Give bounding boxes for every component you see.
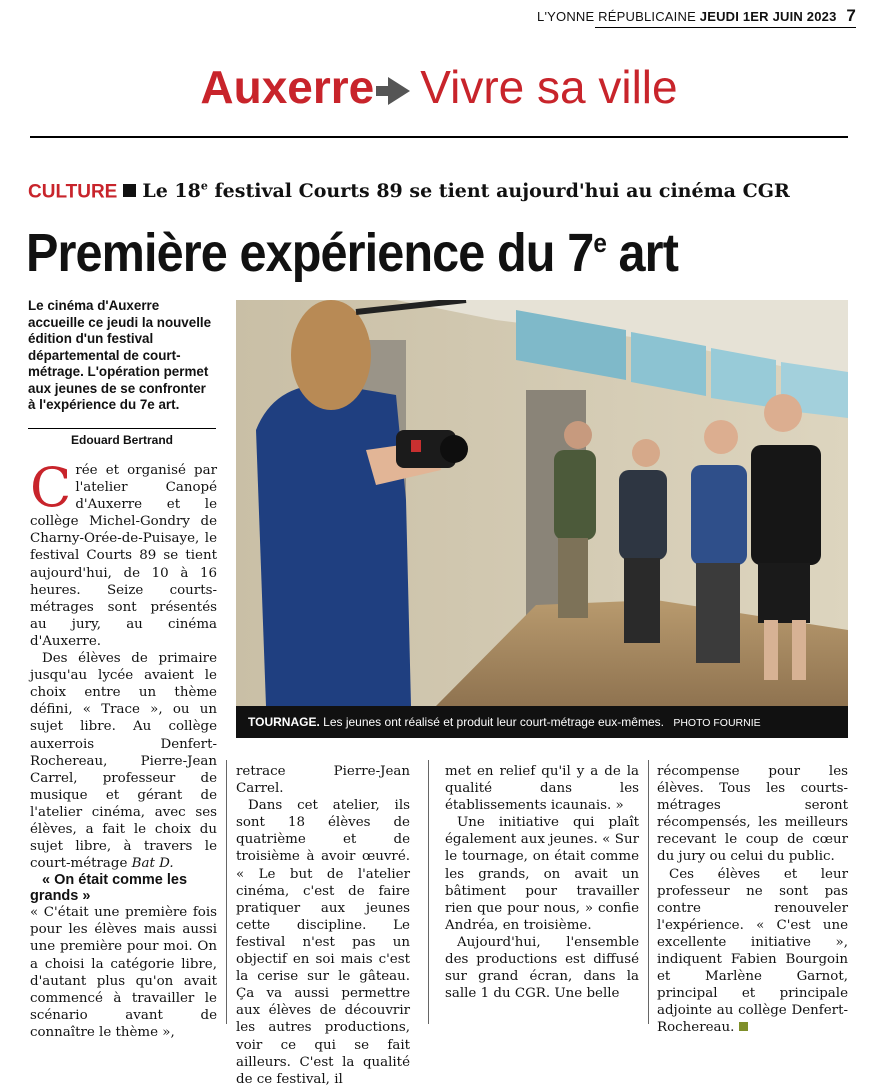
byline: Edouard Bertrand xyxy=(70,433,173,447)
body-paragraph: Aujourd'hui, l'ensemble des productions est diffusé sur grand écran, dans la salle 1 du CGR. Une belle xyxy=(445,934,639,1002)
column-rule xyxy=(648,760,649,1024)
section-rule xyxy=(30,136,848,138)
article-headline: Première expérience du 7e art xyxy=(26,223,678,283)
body-column-4 xyxy=(657,763,848,1037)
body-column-3 xyxy=(445,763,639,1002)
kicker-tag: CULTURE xyxy=(28,181,118,203)
intertitle: « On était comme les grands » xyxy=(30,872,188,905)
body-paragraph: retrace Pierre-Jean Carrel. xyxy=(236,764,410,797)
drop-cap: C xyxy=(30,456,72,519)
kicker-text: Le 18e festival Courts 89 se tient aujourd'hui au cinéma CGR xyxy=(142,180,790,203)
body-column-2 xyxy=(236,763,410,1088)
column-rule xyxy=(226,760,227,1024)
lead-rule xyxy=(28,428,216,429)
article-lead: Le cinéma d'Auxerre accueille ce jeudi la nouvelle édition d'un festival départemental de court-métrage. L'opération permet aux jeunes de se confronter à l'expérience du 7e art. xyxy=(28,298,212,412)
square-bullet-icon xyxy=(123,184,136,197)
arrow-right-icon xyxy=(388,77,410,105)
header-rule xyxy=(595,27,856,28)
section-city: Auxerre xyxy=(200,61,375,113)
caption-text: Les jeunes ont réalisé et produit leur court-métrage eux-mêmes. xyxy=(323,715,664,729)
photo-caption xyxy=(236,706,848,738)
photo-illustration xyxy=(236,300,848,706)
article-kicker xyxy=(28,180,790,203)
caption-label: TOURNAGE. xyxy=(248,715,320,729)
body-paragraph: « C'était une première fois pour les élèves mais aussi une première pour moi. On a choisi la catégorie libre, d'autant plus qu'on avait commencé à travailler le scénario avant de connaître le thème », xyxy=(30,905,217,1040)
issue-date: JEUDI 1ER JUIN 2023 xyxy=(699,9,837,24)
article-photo xyxy=(236,300,848,706)
body-paragraph: Crée et organisé par l'atelier Canopé d'Auxerre et le collège Michel-Gondry de Charny-Orée-de-Puisaye, le festival Courts 89 se tient aujourd'hui, de 10 à 16 heures. Seize courts-métrages sont présentés au jury, au cinéma d'Auxerre. xyxy=(30,456,217,649)
body-column-1 xyxy=(30,456,217,1041)
page-number: 7 xyxy=(846,6,856,25)
body-paragraph: Ces élèves et leur professeur ne sont pas contre renouveler l'expérience. « C'est une excellente initiative », indiquent Fabien Bourgoin et Marlène Garnot, principal et principale adjointe au collège Denfert-Rochereau. xyxy=(657,866,848,1036)
body-paragraph: met en relief qu'il y a de la qualité dans les établissements icaunais. » xyxy=(445,764,639,814)
section-rubric: Vivre sa ville xyxy=(420,61,678,113)
column-rule xyxy=(428,760,429,1024)
body-paragraph: récompense pour les élèves. Tous les courts-métrages seront récompensés, les meilleurs recevant le coup de cœur du jury ou celui du public. xyxy=(657,764,848,865)
publication-name: L'YONNE RÉPUBLICAINE xyxy=(537,9,696,24)
section-heading xyxy=(0,52,878,122)
body-paragraph: Dans cet atelier, ils sont 18 élèves de quatrième et de troisième à avoir œuvré. « Le but de l'atelier cinéma, c'est de faire pratiquer aux jeunes cette discipline. Le festival n'est pas un objectif en soi mais c'est la cerise sur le gâteau. Ça va aussi permettre aux élèves de découvrir les autres productions, voir ce qui se fait ailleurs. C'est la qualité de ce festival, il xyxy=(236,798,410,1087)
photo-credit: PHOTO FOURNIE xyxy=(673,717,761,729)
running-header xyxy=(537,6,856,26)
body-paragraph: Une initiative qui plaît également aux jeunes. « Sur le tournage, on était comme les grands, on avait un bâtiment pour travailler rien que pour nous, » confie Andréa, en troisième. xyxy=(445,815,639,933)
arrow-right-icon-stem xyxy=(376,86,388,96)
body-paragraph: Des élèves de primaire jusqu'au lycée avaient le choix entre un thème défini, « Trace », ou un sujet libre. Au collège auxerrois Denfert-Rochereau, Pierre-Jean Carrel, professeur de musique et gérant de l'atelier cinéma, avec ses élèves, a fait le choix du sujet libre, à travers le court-métrage Bat D. xyxy=(30,651,217,872)
